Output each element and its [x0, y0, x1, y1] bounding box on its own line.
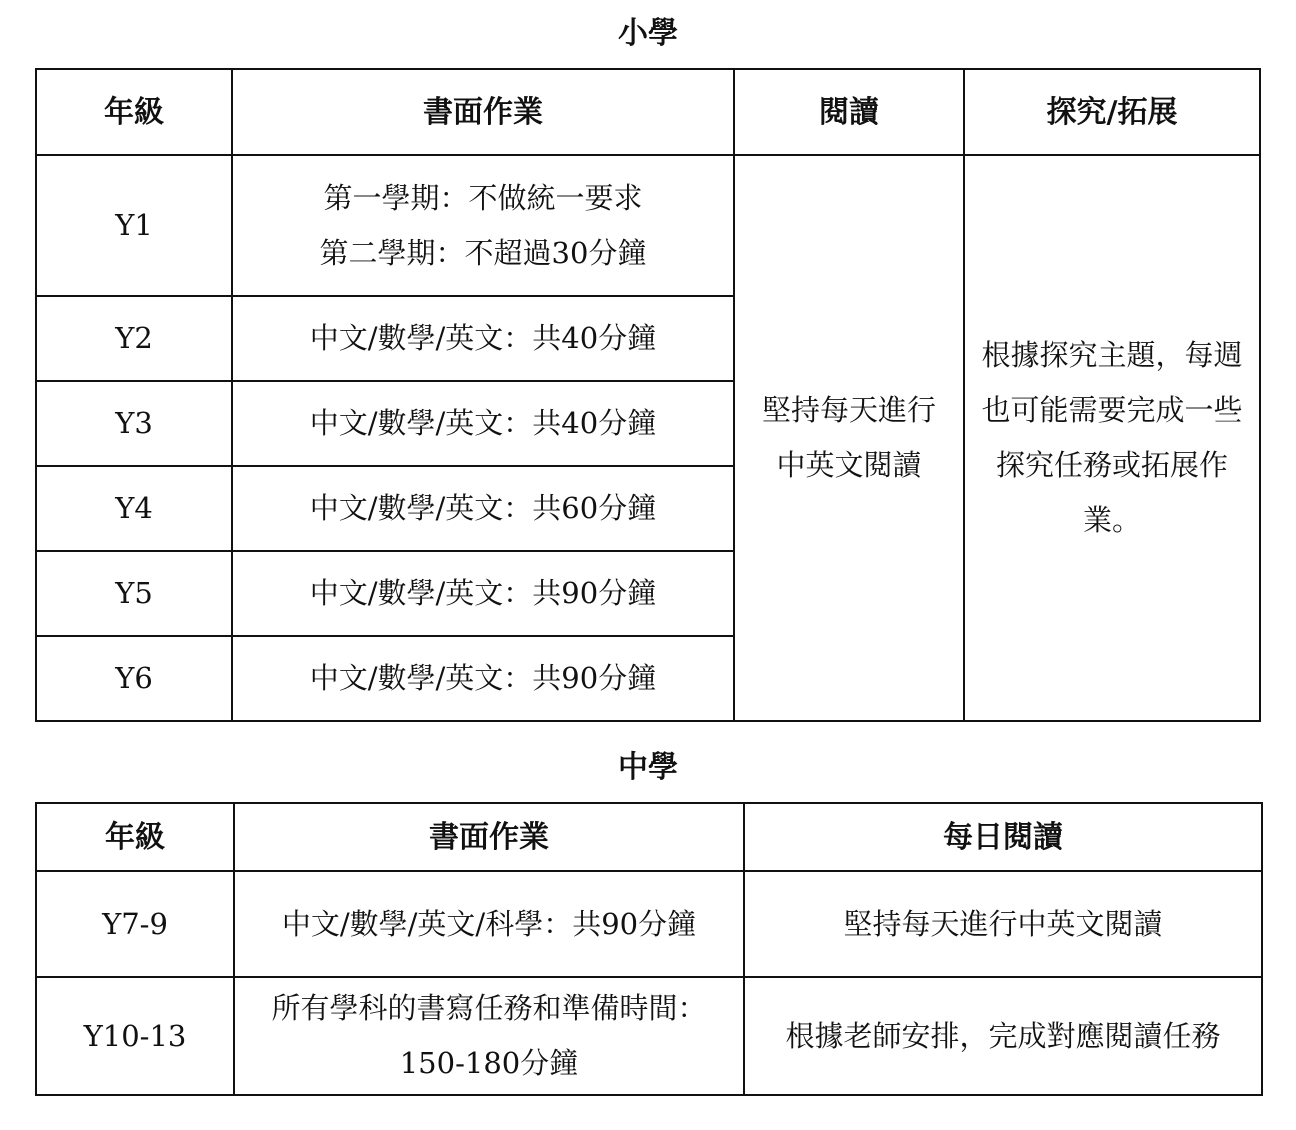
header-reading: 閱讀: [734, 69, 964, 155]
reading-cell: [734, 155, 964, 721]
grade-cell: Y2: [36, 296, 232, 381]
header-daily-reading: 每日閱讀: [744, 803, 1262, 871]
grade-cell: Y3: [36, 381, 232, 466]
grade-cell: Y4: [36, 466, 232, 551]
homework-line: 第一學期：不做統一要求: [323, 180, 643, 215]
homework-cell: 中文/數學/英文：共90分鐘: [232, 636, 734, 721]
reading-cell: 根據老師安排，完成對應閱讀任務: [744, 977, 1262, 1095]
homework-line: 150-180分鐘: [399, 1046, 579, 1080]
table-header-row: [36, 69, 1260, 155]
secondary-homework-table: [35, 802, 1263, 1096]
header-grade: 年級: [36, 69, 232, 155]
table-row: [36, 155, 1260, 296]
table-row: [36, 871, 1262, 977]
homework-cell: 中文/數學/英文：共90分鐘: [232, 551, 734, 636]
header-inquiry: 探究/拓展: [964, 69, 1260, 155]
primary-homework-table: [35, 68, 1261, 722]
header-grade: 年級: [36, 803, 234, 871]
homework-cell: 中文/數學/英文：共40分鐘: [232, 296, 734, 381]
homework-cell: [232, 155, 734, 296]
header-homework: 書面作業: [234, 803, 744, 871]
homework-line: 所有學科的書寫任務和準備時間：: [271, 991, 707, 1025]
homework-cell: 中文/數學/英文/科學：共90分鐘: [234, 871, 744, 977]
inquiry-cell: [964, 155, 1260, 721]
reading-cell: 堅持每天進行中英文閱讀: [744, 871, 1262, 977]
table-header-row: [36, 803, 1262, 871]
table-row: [36, 977, 1262, 1095]
secondary-section-title: 中學: [618, 750, 678, 785]
grade-cell: Y5: [36, 551, 232, 636]
homework-line: 第二學期：不超過30分鐘: [319, 235, 647, 270]
grade-cell: Y10-13: [36, 977, 234, 1095]
primary-section-title: 小學: [618, 16, 678, 51]
homework-cell: [234, 977, 744, 1095]
grade-cell: Y6: [36, 636, 232, 721]
inquiry-text: 根據探究主題，每週也可能需要完成一些探究任務或拓展作業。: [981, 338, 1243, 537]
homework-cell: 中文/數學/英文：共40分鐘: [232, 381, 734, 466]
grade-cell: Y7-9: [36, 871, 234, 977]
grade-cell: Y1: [36, 155, 232, 296]
homework-cell: 中文/數學/英文：共60分鐘: [232, 466, 734, 551]
reading-text: 堅持每天進行中英文閱讀: [761, 393, 936, 482]
header-homework: 書面作業: [232, 69, 734, 155]
